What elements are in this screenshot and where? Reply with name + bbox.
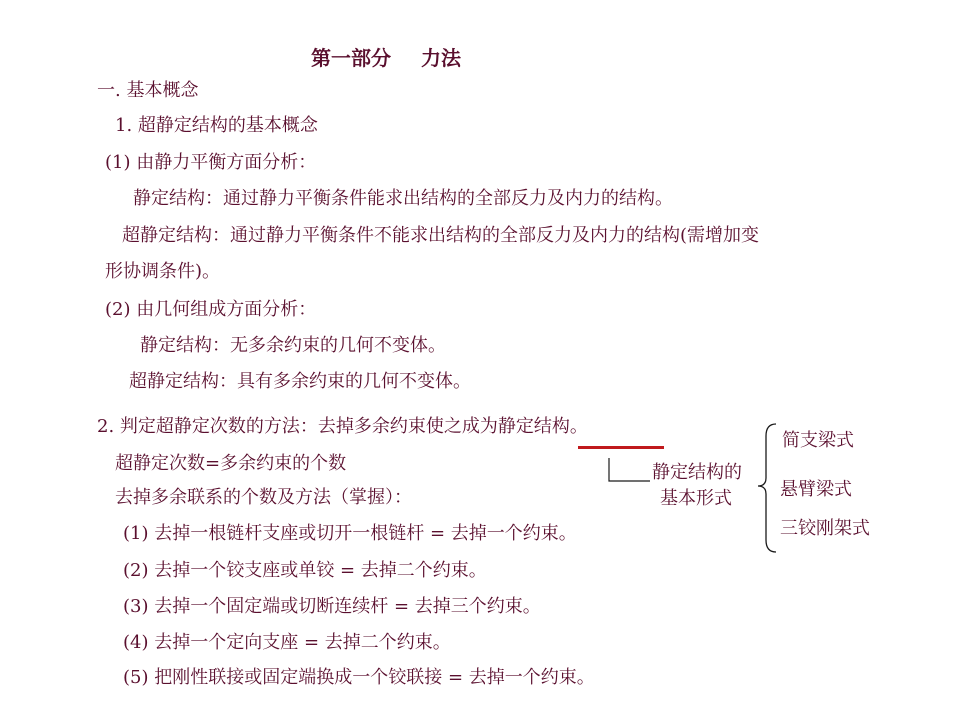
title-part: 第一部分 xyxy=(311,46,391,70)
paragraph-static-equilibrium-heading: (1) 由静力平衡方面分析： xyxy=(105,152,317,173)
removal-item-2: (2) 去掉一个铰支座或单铰 = 去掉二个约束。 xyxy=(123,560,487,581)
title-name: 力法 xyxy=(421,46,461,70)
form-cantilever: 悬臂梁式 xyxy=(780,479,852,500)
connector-line xyxy=(609,458,650,481)
basic-forms-label-line2: 基本形式 xyxy=(660,488,732,509)
removal-item-3: (3) 去掉一个固定端或切断连续杆 = 去掉三个约束。 xyxy=(123,596,541,617)
form-three-hinged-frame: 三铰刚架式 xyxy=(780,518,870,539)
removal-item-1: (1) 去掉一根链杆支座或切开一根链杆 = 去掉一个约束。 xyxy=(123,523,577,544)
definition-indeterminate-structure-1b: 形协调条件)。 xyxy=(105,261,221,282)
definition-static-structure-2: 静定结构：无多余约束的几何不变体。 xyxy=(140,335,446,356)
definition-static-structure-1: 静定结构：通过静力平衡条件能求出结构的全部反力及内力的结构。 xyxy=(133,188,673,209)
removal-item-5: (5) 把刚性联接或固定端换成一个铰联接 = 去掉一个约束。 xyxy=(123,667,595,688)
form-simply-supported: 简支梁式 xyxy=(782,430,854,451)
curly-brace xyxy=(758,424,776,552)
section-heading-basic-concepts: 一. 基本概念 xyxy=(97,80,199,101)
degree-definition: 超静定次数=多余约束的个数 xyxy=(115,453,347,474)
removal-item-4: (4) 去掉一个定向支座 = 去掉二个约束。 xyxy=(123,632,451,653)
removal-methods-heading: 去掉多余联系的个数及方法（掌握）： xyxy=(115,487,412,508)
basic-forms-label-line1: 静定结构的 xyxy=(652,462,742,483)
definition-indeterminate-structure-1a: 超静定结构：通过静力平衡条件不能求出结构的全部反力及内力的结构(需增加变 xyxy=(122,225,760,246)
paragraph-geometric-heading: (2) 由几何组成方面分析： xyxy=(105,299,317,320)
subsection-heading-indeterminate: 1. 超静定结构的基本概念 xyxy=(115,115,318,136)
section-heading-degree-method: 2. 判定超静定次数的方法：去掉多余约束使之成为静定结构。 xyxy=(97,416,588,437)
definition-indeterminate-structure-2: 超静定结构：具有多余约束的几何不变体。 xyxy=(129,371,471,392)
